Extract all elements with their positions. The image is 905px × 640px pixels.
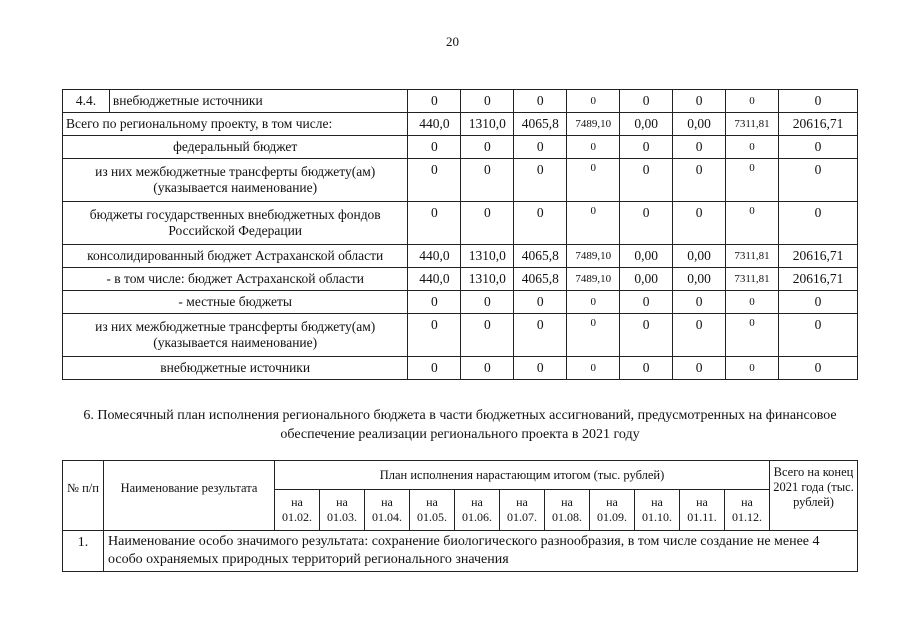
row-value: 0 [408,90,461,113]
row-value: 440,0 [408,113,461,136]
finance-row [63,268,858,291]
finance-row [63,113,858,136]
row-value: 0 [779,291,858,314]
section-heading: 6. Помесячный план исполнения регионального бюджета в части бюджетных ассигнований, предусмотренных на финансовое обеспечение реализации регионального проекта в 2021 году [83,408,837,442]
row-value: 0,00 [620,113,673,136]
month-header: на 01.12. [725,490,770,531]
row-label: консолидированный бюджет Астраханской области [63,245,408,268]
row-value: 0,00 [673,268,726,291]
row-value: 0 [514,202,567,245]
finance-row [63,291,858,314]
result-text: Наименование особо значимого результата: сохранение биологического разнообразия, в том числе создание не менее 4 особо охраняемых природных территорий регионального значения [104,531,858,572]
row-value: 0 [779,136,858,159]
row-value: 20616,71 [779,268,858,291]
row-value: 0 [779,159,858,202]
row-value: 0 [673,291,726,314]
row-value: 0 [567,90,620,113]
row-value: 1310,0 [461,245,514,268]
row-value: 7311,81 [726,245,779,268]
row-value: 0 [514,159,567,202]
row-value: 0 [779,357,858,380]
month-header: на 01.03. [320,490,365,531]
row-value: 440,0 [408,268,461,291]
month-header: на 01.08. [545,490,590,531]
month-header: на 01.06. [455,490,500,531]
row-value: 7489,10 [567,113,620,136]
row-value: 0 [461,314,514,357]
row-value: 1310,0 [461,268,514,291]
row-value: 0 [673,159,726,202]
row-value: 0 [514,357,567,380]
row-value: 20616,71 [779,245,858,268]
col-name-header: Наименование результата [104,461,275,531]
row-label: внебюджетные источники [109,90,407,113]
finance-row [63,357,858,380]
row-value: 0 [408,357,461,380]
row-value: 0 [514,314,567,357]
month-header: на 01.11. [680,490,725,531]
row-value: 0 [620,357,673,380]
row-value: 0 [408,159,461,202]
row-value: 0 [620,202,673,245]
row-value: 0 [726,136,779,159]
row-value: 0 [620,136,673,159]
row-label: из них межбюджетные трансферты бюджету(ам) (указывается наименование) [63,159,408,202]
row-value: 7489,10 [567,245,620,268]
row-value: 0 [567,314,620,357]
month-header: на 01.02. [275,490,320,531]
finance-row [63,314,858,357]
row-value: 0 [673,202,726,245]
row-value: 0 [461,291,514,314]
row-value: 0 [673,90,726,113]
row-value: 0 [461,357,514,380]
row-value: 0,00 [673,245,726,268]
row-value: 4065,8 [514,268,567,291]
page-number: 20 [446,34,459,49]
row-value: 0 [726,314,779,357]
col-num-header: № п/п [63,461,104,531]
row-value: 0 [567,202,620,245]
finance-table [62,89,858,380]
row-label: Всего по региональному проекту, в том числе: [63,113,408,136]
row-value: 0 [673,357,726,380]
row-value: 0 [461,202,514,245]
row-value: 0 [726,90,779,113]
row-value: 0 [408,314,461,357]
month-header: на 01.07. [500,490,545,531]
row-value: 0 [567,357,620,380]
row-value: 0,00 [620,268,673,291]
month-header: на 01.05. [410,490,455,531]
row-value: 20616,71 [779,113,858,136]
row-label: бюджеты государственных внебюджетных фондов Российской Федерации [63,202,408,245]
row-label: - местные бюджеты [63,291,408,314]
row-label: внебюджетные источники [63,357,408,380]
row-value: 0 [567,291,620,314]
row-value: 0 [726,159,779,202]
row-label: - в том числе: бюджет Астраханской области [63,268,408,291]
row-value: 0,00 [620,245,673,268]
finance-row [63,245,858,268]
row-value: 0 [514,90,567,113]
finance-row [63,136,858,159]
row-value: 0 [726,202,779,245]
row-value: 0 [779,202,858,245]
row-value: 0 [620,314,673,357]
finance-row [63,202,858,245]
row-value: 0 [779,90,858,113]
row-value: 0 [514,136,567,159]
row-value: 0 [461,90,514,113]
row-value: 440,0 [408,245,461,268]
result-number: 1. [63,531,104,572]
row-value: 0 [408,202,461,245]
row-value: 0 [673,314,726,357]
row-value: 0 [408,291,461,314]
row-value: 0 [567,159,620,202]
row-value: 0 [461,159,514,202]
row-number: 4.4. [63,90,110,113]
row-value: 1310,0 [461,113,514,136]
row-value: 0 [514,291,567,314]
month-header: на 01.04. [365,490,410,531]
month-header: на 01.09. [590,490,635,531]
row-value: 0,00 [673,113,726,136]
row-value: 0 [673,136,726,159]
row-label: федеральный бюджет [63,136,408,159]
col-total-header: Всего на конец 2021 года (тыс. рублей) [770,461,858,531]
row-value: 0 [779,314,858,357]
col-plan-header: План исполнения нарастающим итогом (тыс. рублей) [275,461,770,490]
row-value: 4065,8 [514,113,567,136]
finance-row [63,159,858,202]
finance-row [63,90,858,113]
plan-table [62,460,858,572]
row-value: 0 [726,291,779,314]
row-value: 0 [461,136,514,159]
month-header: на 01.10. [635,490,680,531]
row-value: 0 [620,90,673,113]
row-value: 4065,8 [514,245,567,268]
row-value: 7311,81 [726,268,779,291]
row-value: 0 [620,291,673,314]
row-value: 0 [408,136,461,159]
row-value: 0 [726,357,779,380]
row-value: 0 [620,159,673,202]
row-value: 7311,81 [726,113,779,136]
row-label: из них межбюджетные трансферты бюджету(ам) (указывается наименование) [63,314,408,357]
row-value: 7489,10 [567,268,620,291]
row-value: 0 [567,136,620,159]
